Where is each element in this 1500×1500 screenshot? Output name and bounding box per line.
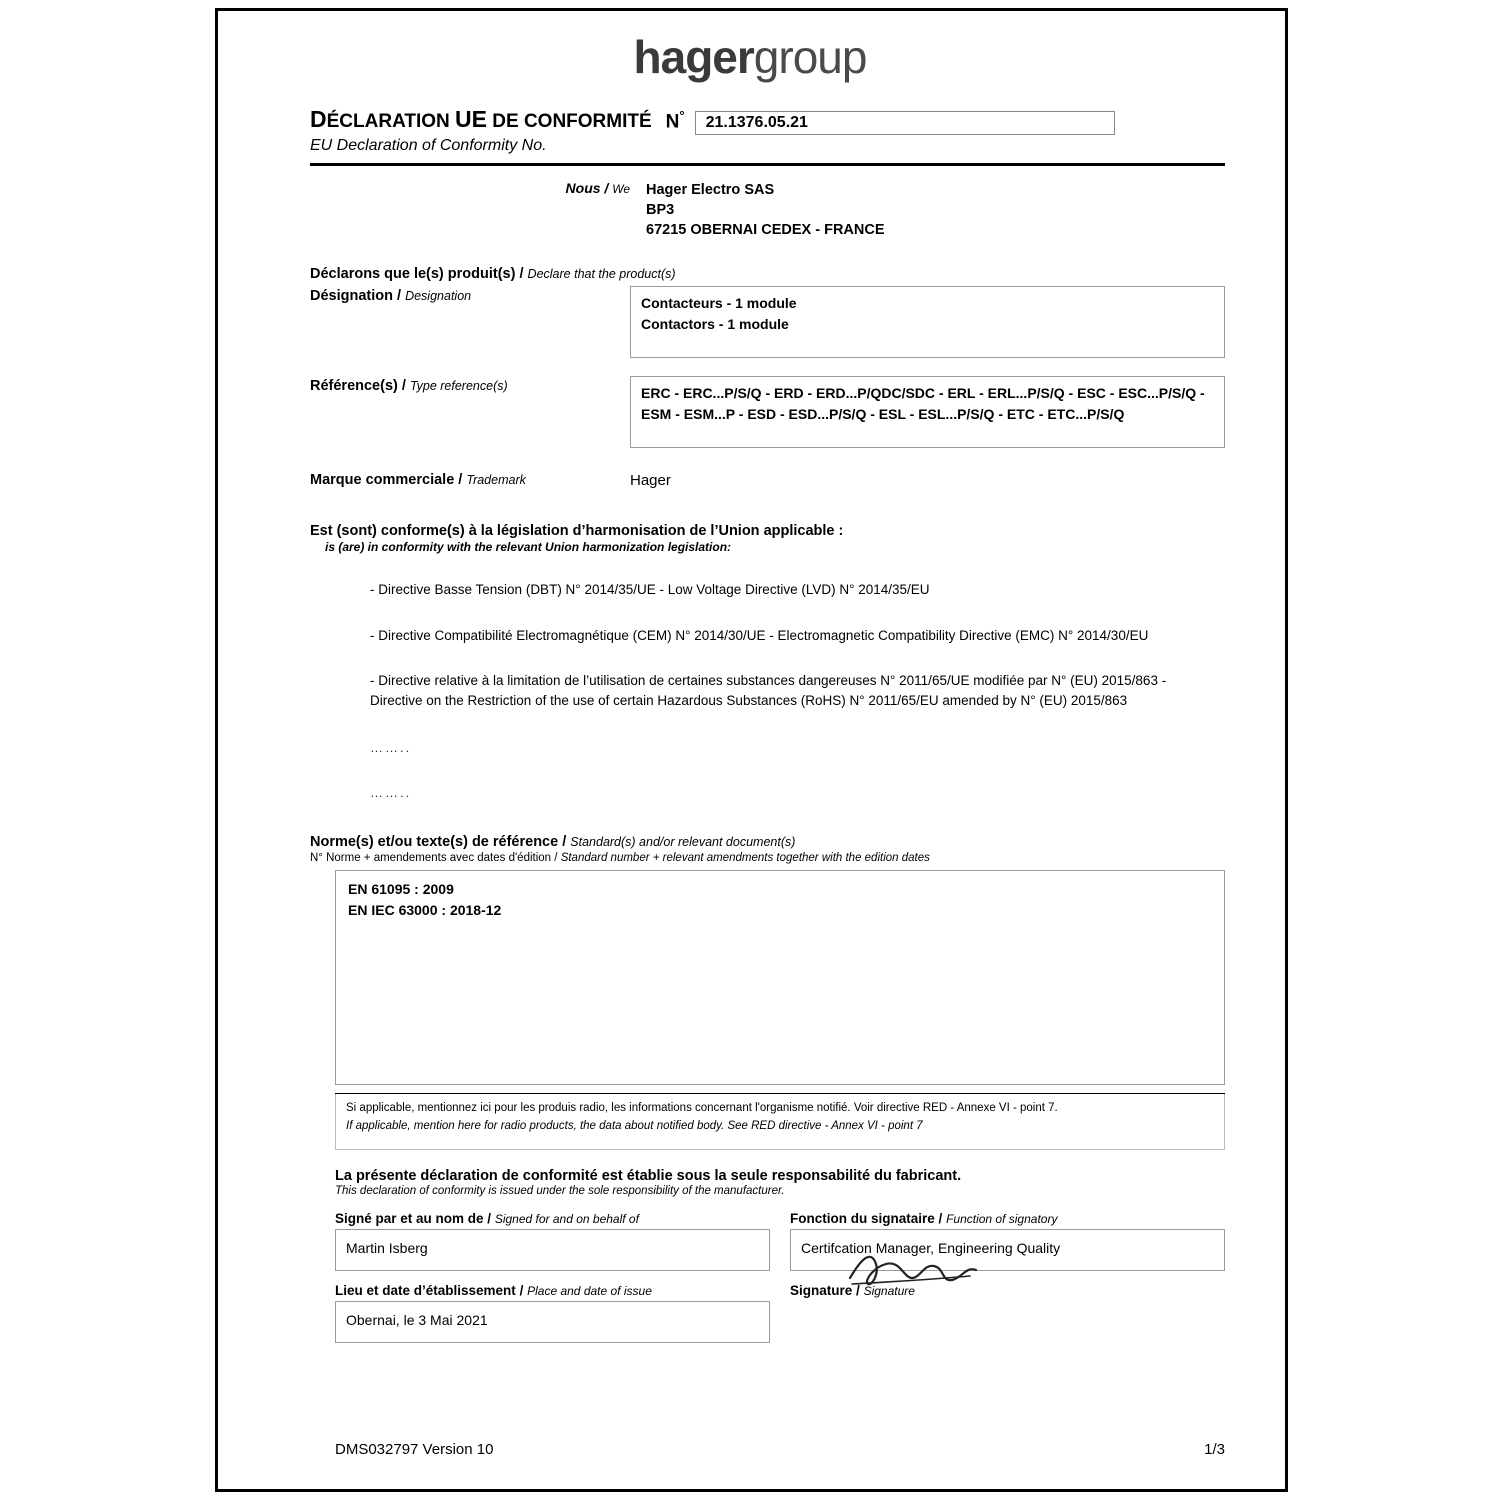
trademark-label-sep: / [458, 472, 463, 488]
function-column [790, 1211, 1225, 1343]
declare-products-label [245, 266, 1255, 282]
standards-sublabel-en: Standard number + relevant amendments together with the edition dates [560, 852, 930, 865]
title-divider [310, 163, 1225, 166]
reference-field[interactable] [630, 376, 1225, 448]
declaration-number-label [666, 108, 685, 133]
manufacturer-row [245, 180, 1255, 240]
responsibility-statement-fr: La présente déclaration de conformité est établie sous la seule responsabilité du fabricant. [335, 1168, 962, 1185]
standards-sublabel-fr: N° Norme + amendements avec dates d'édition [310, 852, 552, 865]
place-date-label-en: Place and date of issue [527, 1284, 652, 1299]
title-word-declaration: ÉCLARATION [326, 111, 450, 132]
standards-sublabel-sep: / [554, 852, 558, 865]
signed-by-label [335, 1211, 770, 1226]
function-field[interactable] [790, 1229, 1225, 1271]
place-date-value: Obernai, le 3 Mai 2021 [346, 1312, 488, 1329]
footer-page-number: 1/3 [1204, 1441, 1225, 1458]
signature-label [790, 1283, 1225, 1298]
designation-row [245, 286, 1255, 358]
radio-note-fr: Si applicable, mentionnez ici pour les produis radio, les informations concernant l'organisme notifié. Voir directive RED - Annexe VI - point 7. [346, 1102, 1058, 1115]
reference-row [245, 376, 1255, 448]
standards-label-en: Standard(s) and/or relevant document(s) [570, 835, 796, 850]
function-label [790, 1211, 1225, 1226]
number-label-n: N [665, 111, 680, 132]
manufacturer-label [310, 180, 646, 240]
standard-line-1: EN 61095 : 2009 [348, 881, 454, 898]
function-label-sep: / [938, 1211, 943, 1227]
place-date-field[interactable] [335, 1301, 770, 1343]
radio-note-field[interactable] [335, 1094, 1225, 1150]
trademark-label [310, 470, 630, 489]
standards-field[interactable] [335, 870, 1225, 1085]
designation-line-1: Contacteurs - 1 module [641, 295, 797, 311]
reference-label-fr: Référence(s) [310, 378, 398, 394]
signature-label-sep: / [856, 1283, 860, 1299]
standards-label-sep: / [562, 834, 567, 851]
function-value: Certifcation Manager, Engineering Quality [801, 1240, 1061, 1257]
footer-document-id: DMS032797 Version 10 [335, 1441, 494, 1458]
declaration-title-en: EU Declaration of Conformity No. [310, 137, 547, 154]
manufacturer-line-1: Hager Electro SAS [646, 182, 775, 198]
conformity-heading-en: is (are) in conformity with the relevant Union harmonization legislation: [325, 540, 732, 554]
manufacturer-label-sep: / [604, 180, 609, 196]
declaration-number-value: 21.1376.05.21 [705, 114, 808, 131]
standard-line-2: EN IEC 63000 : 2018-12 [348, 901, 502, 918]
declare-products-fr: Déclarons que le(s) produit(s) [310, 266, 516, 282]
place-date-label-fr: Lieu et date d’établissement [335, 1283, 516, 1299]
directive-item: - Directive relative à la limitation de l’utilisation de certaines substances dangereuses N° 2011/65/UE modifiée par N° (EU) 2015/863 - Directive on the Restriction of the use of certain Hazardous Substances (RoHS) N° 2011/65/EU amended by N° (EU) 2015/863 [370, 673, 1167, 708]
hager-group-logo [245, 30, 1255, 84]
designation-label-fr: Désignation [310, 288, 393, 304]
number-label-degree: ° [679, 107, 685, 123]
place-date-label-sep: / [519, 1283, 524, 1299]
manufacturer-label-fr: Nous [565, 180, 601, 196]
standards-label-fr: Norme(s) et/ou texte(s) de référence [310, 834, 559, 851]
standards-sublabel [245, 852, 1255, 864]
declare-products-en: Declare that the product(s) [527, 267, 676, 281]
function-label-en: Function of signatory [946, 1212, 1058, 1227]
radio-note-en: If applicable, mention here for radio products, the data about notified body. See RED directive - Annex VI - point 7 [346, 1119, 923, 1132]
designation-label-sep: / [397, 288, 402, 304]
designation-label-en: Designation [405, 289, 472, 303]
logo-hager-text: hager [633, 31, 754, 83]
document-content [245, 14, 1255, 1484]
declaration-title-row [245, 106, 1255, 135]
reference-value: ERC - ERC...P/S/Q - ERD - ERD...P/QDC/SDC - ERL - ERL...P/S/Q - ESC - ESC...P/S/Q - ESM - ESM...P - ESD - ESD...P/S/Q - ESL - ESL...P/S/Q - ETC - ETC...P/S/Q [641, 385, 1205, 422]
manufacturer-line-2: BP3 [646, 202, 675, 218]
directive-item: - Directive Compatibilité Electromagnétique (CEM) N° 2014/30/UE - Electromagnetic Compatibility Directive (EMC) N° 2014/30/EU [370, 627, 1149, 643]
function-label-fr: Fonction du signataire [790, 1211, 935, 1227]
signed-by-column [335, 1211, 770, 1343]
manufacturer-label-en: We [612, 182, 630, 196]
responsibility-statement-en: This declaration of conformity is issued under the sole responsibility of the manufacturer. [335, 1185, 785, 1198]
declaration-title-fr [310, 106, 652, 133]
manufacturer-address [646, 180, 885, 240]
page-footer [335, 1441, 1225, 1458]
title-word-ue: UE [455, 106, 487, 132]
place-date-label [335, 1283, 770, 1298]
directive-placeholder: …….. [370, 785, 412, 801]
standards-label [245, 834, 1255, 850]
signed-by-label-fr: Signé par et au nom de [335, 1211, 484, 1227]
declaration-number-field[interactable] [695, 111, 1115, 135]
reference-label-en: Type reference(s) [409, 379, 508, 393]
trademark-label-fr: Marque commerciale [310, 472, 455, 488]
signature-label-en: Signature [863, 1284, 915, 1299]
designation-field[interactable] [630, 286, 1225, 358]
title-initial-cap: D [310, 106, 327, 132]
directive-item: - Directive Basse Tension (DBT) N° 2014/35/UE - Low Voltage Directive (LVD) N° 2014/35/EU [370, 582, 930, 597]
logo-group-text: group [753, 31, 867, 83]
trademark-row [245, 470, 1255, 489]
trademark-value: Hager [630, 472, 671, 489]
reference-label-sep: / [401, 378, 406, 394]
signed-by-value: Martin Isberg [346, 1240, 428, 1257]
signed-by-label-en: Signed for and on behalf of [494, 1212, 639, 1227]
signature-block [335, 1211, 1225, 1343]
trademark-label-en: Trademark [466, 473, 526, 487]
signed-by-field[interactable] [335, 1229, 770, 1271]
reference-label [310, 376, 630, 448]
declare-products-sep: / [519, 266, 524, 282]
signature-label-fr: Signature [790, 1283, 853, 1299]
title-word-de-conformite: DE CONFORMITÉ [492, 111, 652, 132]
designation-label [310, 286, 630, 358]
manufacturer-line-3: 67215 OBERNAI CEDEX - FRANCE [646, 222, 885, 238]
signed-by-label-sep: / [487, 1211, 492, 1227]
directive-placeholder: …….. [370, 740, 412, 756]
conformity-heading-fr: Est (sont) conforme(s) à la législation d’harmonisation de l’Union applicable : [310, 523, 844, 539]
designation-line-2: Contactors - 1 module [641, 316, 789, 332]
